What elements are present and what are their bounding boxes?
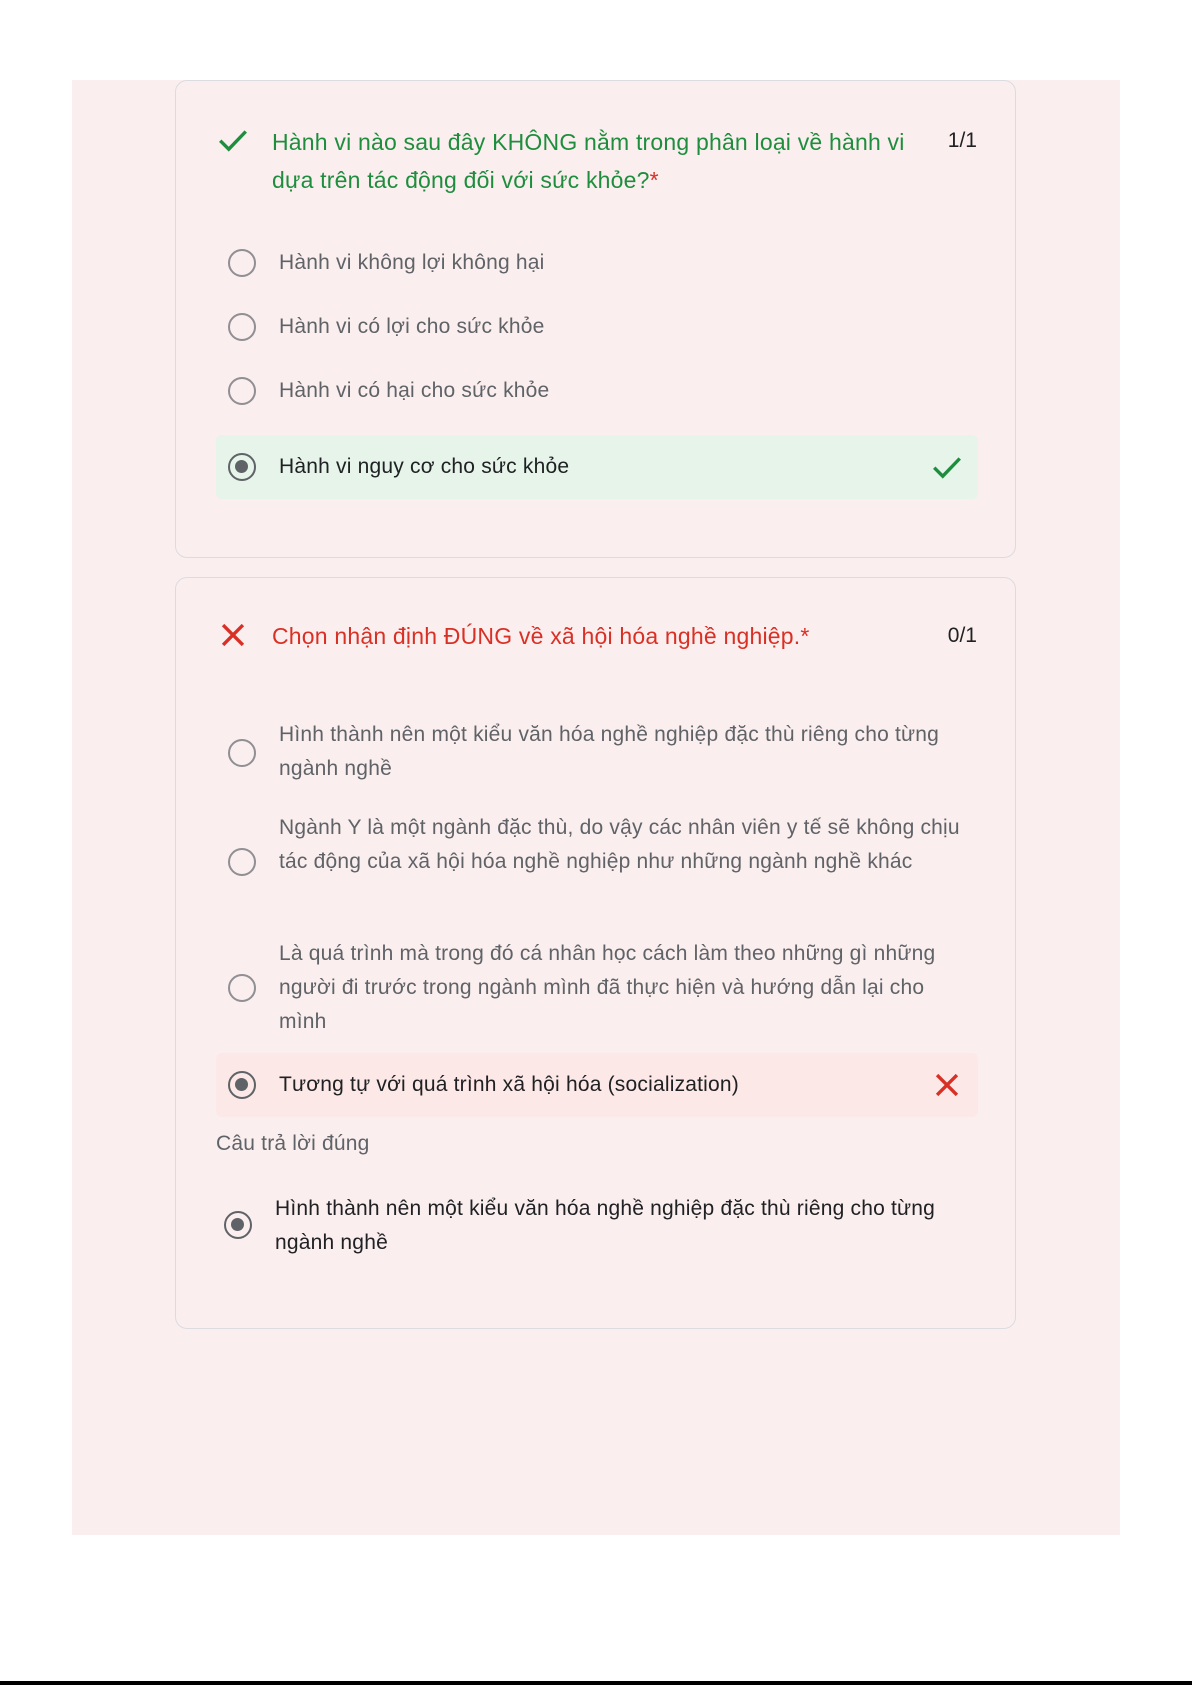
question-title: Hành vi nào sau đây KHÔNG nằm trong phân loại về hành vi dựa trên tác động đối với sức khỏe?* [272,129,905,193]
option-3[interactable] [216,369,978,413]
correct-answer-heading: Câu trả lời đúng [216,1132,370,1155]
correct-answer-label: Hình thành nên một kiểu văn hóa nghề nghiệp đặc thù riêng cho từng ngành nghề [275,1197,936,1254]
radio-button[interactable] [228,377,256,405]
cross-icon [216,618,250,652]
option-label: Hành vi có lợi cho sức khỏe [279,315,545,338]
option-label: Hình thành nên một kiểu văn hóa nghề nghiệp đặc thù riêng cho từng ngành nghề [279,723,940,780]
required-mark: * [649,167,659,193]
page-bottom-rule [0,1681,1192,1685]
option-1[interactable] [216,241,978,285]
radio-button[interactable] [228,848,256,876]
radio-button[interactable] [228,249,256,277]
radio-button-selected[interactable] [228,453,256,481]
radio-button[interactable] [228,313,256,341]
option-label: Ngành Y là một ngành đặc thù, do vậy các nhân viên y tế sẽ không chịu tác động của xã hội hóa nghề nghiệp như những ngành nghề khác [279,816,960,873]
option-4-selected[interactable] [216,1053,978,1117]
cross-icon [930,1068,964,1102]
option-4-selected[interactable] [216,435,978,499]
radio-button[interactable] [228,974,256,1002]
option-label: Hành vi nguy cơ cho sức khỏe [279,455,570,478]
option-label: Tương tự với quá trình xã hội hóa (socialization) [279,1073,739,1096]
question-card-1 [175,80,1016,558]
option-label: Hành vi có hại cho sức khỏe [279,379,550,402]
correct-answer [216,1192,978,1262]
option-2[interactable] [216,811,978,915]
option-2[interactable] [216,305,978,349]
option-3[interactable] [216,937,978,1041]
radio-button-selected[interactable] [228,1071,256,1099]
check-icon [930,450,964,484]
radio-button[interactable] [228,739,256,767]
option-label: Hành vi không lợi không hại [279,251,545,274]
option-label: Là quá trình mà trong đó cá nhân học cách làm theo những gì những người đi trước trong ngành mình đã thực hiện và hướng dẫn lại cho mình [279,942,936,1033]
check-icon [216,123,250,157]
radio-button-selected [224,1211,252,1239]
question-title: Chọn nhận định ĐÚNG về xã hội hóa nghề nghiệp.* [272,623,810,649]
question-score: 1/1 [947,129,977,152]
question-score: 0/1 [947,624,977,647]
required-mark: * [800,623,810,649]
option-1[interactable] [216,718,978,788]
question-card-2 [175,577,1016,1329]
